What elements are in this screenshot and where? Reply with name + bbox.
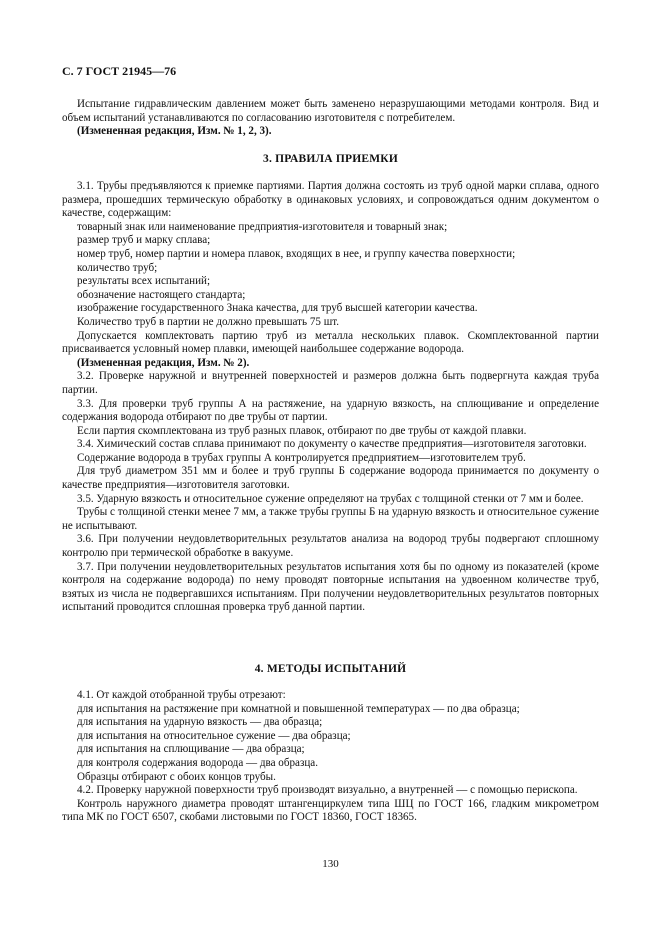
intro-paragraph: Испытание гидравлическим давлением может быть заменено неразрушающими методами контроля. Вид и объем испытаний устанавливаются по согласованию изготовителя с потребителем. — [62, 98, 599, 124]
section-heading: 3. ПРАВИЛА ПРИЕМКИ — [263, 153, 398, 165]
paragraph-4-2b: Контроль наружного диаметра проводят штангенциркулем типа ШЦ по ГОСТ 166, гладким микрометром типа МК по ГОСТ 6507, скобами листовыми по ГОСТ 18360, ГОСТ 18365. — [62, 797, 599, 824]
paragraph-3-2: 3.2. Проверке наружной и внутренней поверхностей и размеров должна быть подвергнута каждая труба партии. — [62, 370, 599, 396]
paragraph-4-2: 4.2. Проверку наружной поверхности труб производят визуально, а внутренней — с помощью перископа. — [77, 784, 578, 797]
paragraph-4-1: 4.1. От каждой отобранной трубы отрезают: — [77, 689, 286, 701]
paragraph-3-7: 3.7. При получении неудовлетворительных результатов испытания хотя бы по одному из показателей (кроме контроля на содержание водорода) по нему проводят повторные испытания на удвоенном количестве труб, взятых из числа не подвергавшихся испытаниям. При получении неудовлетворительных результатов повторных испытаний проводится сплошная проверка труб данной партии. — [62, 560, 599, 614]
list-item: для контроля содержания водорода — два образца. — [77, 756, 318, 769]
page-header: С. 7 ГОСТ 21945—76 — [62, 64, 177, 78]
paragraph-3-5b: Трубы с толщиной стенки менее 7 мм, а также трубы группы Б на ударную вязкость и относительное сужение не испытывают. — [62, 506, 599, 532]
paragraph-melts: Допускается комплектовать партию труб из металла нескольких плавок. Скомплектованной партии присваивается условный номер плавки, имеющей наибольшее содержание водорода. — [62, 329, 599, 356]
amendment-note: (Измененная редакция, Изм. № 2). — [77, 356, 250, 369]
section-3-title — [62, 153, 599, 167]
paragraph-3-4c: Для труб диаметром 351 мм и более и труб группы Б содержание водорода принимается по документу о качестве предприятия—изготовителя заготовки. — [62, 465, 599, 492]
paragraph-3-4: 3.4. Химический состав сплава принимают по документу о качестве предприятия—изготовителя заготовки. — [77, 438, 587, 451]
paragraph-3-3: 3.3. Для проверки труб группы А на растяжение, на ударную вязкость, на сплющивание и определение содержания водорода отбирают по две трубы от партии. — [62, 397, 599, 424]
list-item: для испытания на относительное сужение — два образца; — [77, 729, 351, 742]
list-item: товарный знак или наименование предприятия-изготовителя и товарный знак; — [77, 220, 448, 233]
paragraph-3-1: 3.1. Трубы предъявляются к приемке партиями. Партия должна состоять из труб одной марки сплава, одного размера, прошедших термическую обработку в одинаковых условиях, и сопровождаться одним документом о качестве, содержащим: — [62, 180, 599, 220]
page-number: 130 — [322, 858, 339, 870]
section-heading: 4. МЕТОДЫ ИСПЫТАНИЙ — [254, 663, 407, 675]
paragraph-3-3b: Если партия скомплектована из труб разных плавок, отбирают по две трубы от каждой плавки. — [77, 424, 527, 437]
paragraph-quantity: Количество труб в партии не должно превышать 75 шт. — [77, 315, 340, 328]
list-item: изображение государственного Знака качества, для труб высшей категории качества. — [77, 302, 478, 315]
section-4-body — [62, 689, 599, 825]
list-item: номер труб, номер партии и номера плавок, входящих в нее, и группу качества поверхности; — [77, 247, 516, 260]
list-item: результаты всех испытаний; — [77, 275, 211, 288]
list-item: для испытания на сплющивание — два образца; — [77, 743, 305, 756]
paragraph-3-4b: Содержание водорода в трубах группы А контролируется предприятием—изготовителем труб. — [77, 451, 526, 464]
intro-block — [62, 98, 599, 139]
paragraph-3-6: 3.6. При получении неудовлетворительных результатов анализа на водород трубы подвергают сплошному контролю при термической обработке в вакууме. — [62, 533, 599, 560]
section-3-body — [62, 180, 599, 615]
section-4-title — [62, 663, 599, 677]
paragraph-3-5: 3.5. Ударную вязкость и относительное сужение определяют на трубах с толщиной стенки от 7 мм и более. — [77, 492, 584, 505]
list-item: размер труб и марку сплава; — [77, 234, 211, 247]
list-item: обозначение настоящего стандарта; — [77, 288, 246, 301]
paragraph-4-1b: Образцы отбирают с обоих концов трубы. — [77, 770, 276, 783]
list-item: количество труб; — [77, 261, 158, 274]
list-item: для испытания на растяжение при комнатной и повышенной температурах — по два образца; — [77, 702, 520, 715]
amendment-note: (Измененная редакция, Изм. № 1, 2, 3). — [77, 125, 272, 138]
list-item: для испытания на ударную вязкость — два образца; — [77, 716, 323, 729]
